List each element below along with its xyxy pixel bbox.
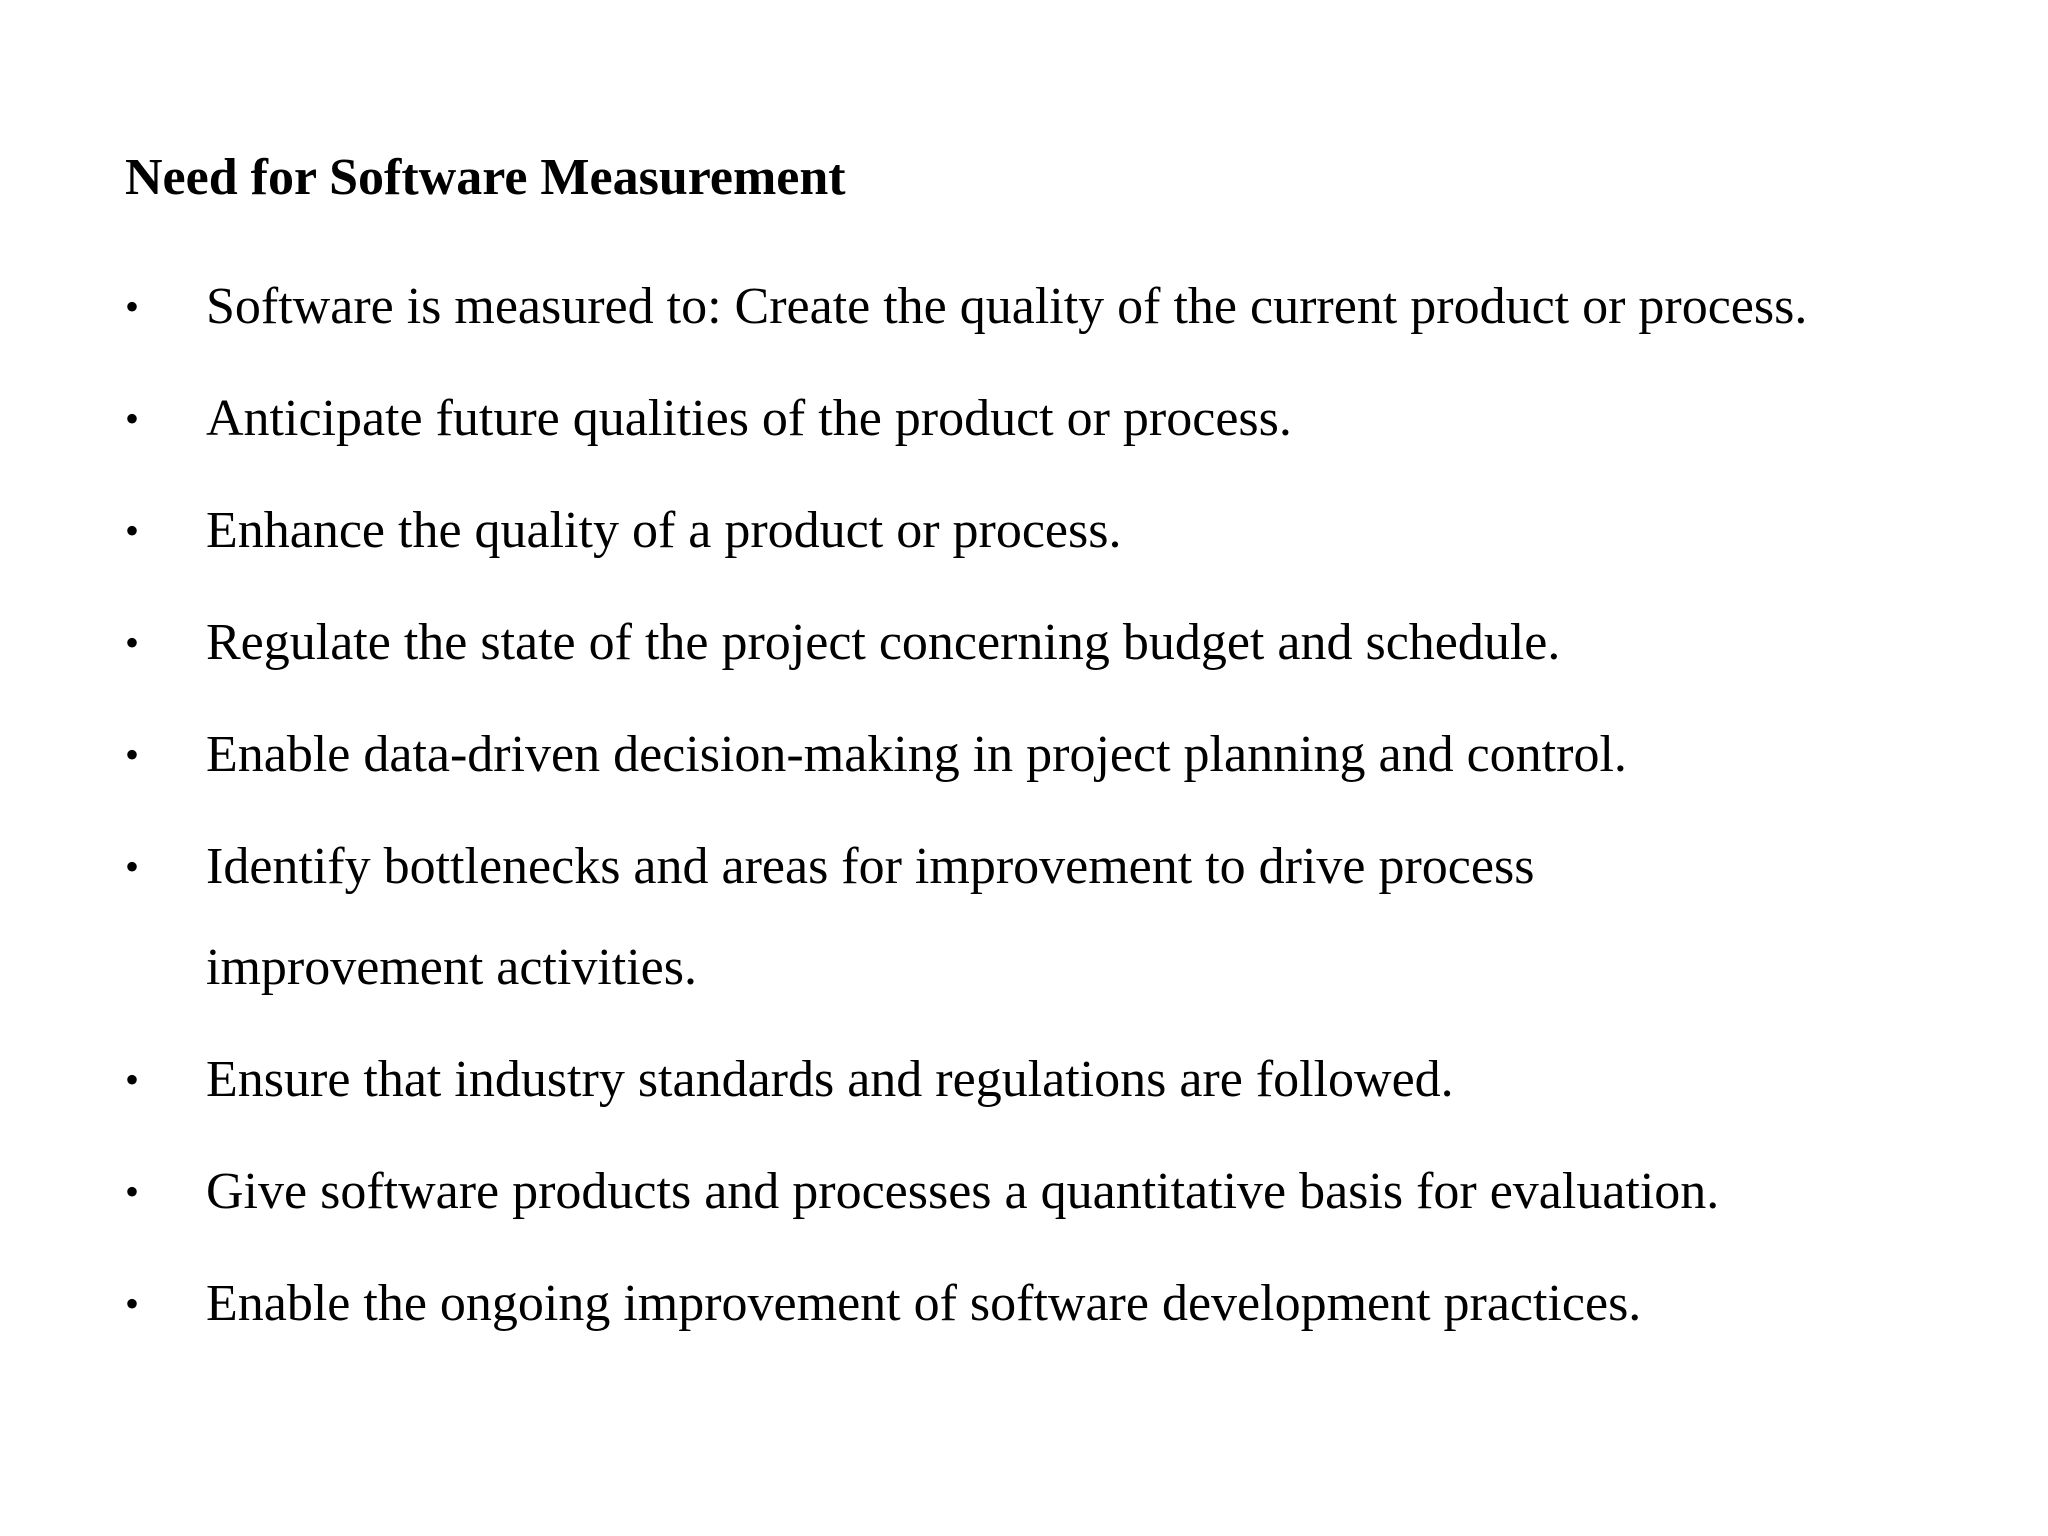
list-item: [125, 480, 2005, 581]
list-item: [125, 256, 2005, 357]
bullet-icon: •: [125, 844, 140, 889]
list-item-text: Enable data-driven decision-making in project planning and control.: [206, 726, 1627, 783]
bullet-icon: •: [125, 284, 140, 329]
list-item: [125, 816, 2005, 1018]
list-item: [125, 1029, 2005, 1130]
bullet-icon: •: [125, 732, 140, 777]
list-item-text: Anticipate future qualities of the product or process.: [206, 390, 1292, 447]
list-item-text: Give software products and processes a quantitative basis for evaluation.: [206, 1163, 1720, 1220]
list-item: [125, 368, 2005, 469]
list-item: [125, 704, 2005, 805]
bullet-icon: •: [125, 1057, 140, 1102]
bullet-icon: •: [125, 620, 140, 665]
bullet-icon: •: [125, 1281, 140, 1326]
list-item-text: Enhance the quality of a product or process.: [206, 502, 1122, 559]
list-item-text: Software is measured to: Create the quality of the current product or process.: [206, 278, 1808, 335]
list-item: [125, 1253, 2005, 1354]
list-item-text: Regulate the state of the project concerning budget and schedule.: [206, 614, 1561, 671]
bullet-icon: •: [125, 508, 140, 553]
bullet-icon: •: [125, 1169, 140, 1214]
bullet-icon: •: [125, 396, 140, 441]
bullet-list: [125, 256, 2005, 1365]
list-item: [125, 592, 2005, 693]
list-item-text: Ensure that industry standards and regulations are followed.: [206, 1051, 1454, 1108]
list-item-text: Enable the ongoing improvement of software development practices.: [206, 1275, 1642, 1332]
list-item: [125, 1141, 2005, 1242]
list-item-text: Identify bottlenecks and areas for improvement to drive process improvement activities.: [206, 838, 1535, 996]
page-title: Need for Software Measurement: [125, 149, 846, 206]
